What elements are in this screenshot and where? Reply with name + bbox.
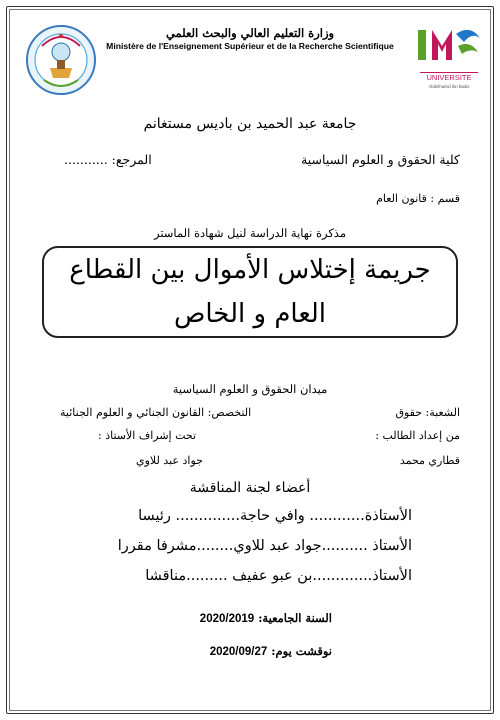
academic-year bbox=[200, 611, 332, 625]
specialty: التخصص: القانون الجنائي و العلوم الجنائية bbox=[60, 406, 252, 419]
academic-year-value: 2020/2019 bbox=[199, 613, 255, 625]
academic-year-label: السنة الجامعية: bbox=[258, 611, 332, 625]
thesis-title bbox=[69, 248, 431, 336]
university-logo-text: UNIVERSITE bbox=[426, 73, 472, 82]
thesis-title-line-2: العام و الخاص bbox=[173, 299, 327, 329]
ministry-french: Ministère de l'Enseignement Supérieur et de la Recherche Scientifique bbox=[106, 41, 394, 51]
supervised-by-label: تحت إشراف الأستاذ : bbox=[98, 429, 197, 442]
branch-specialty-row bbox=[40, 406, 460, 424]
student-name: قطاري محمد bbox=[399, 454, 460, 467]
names-row bbox=[40, 454, 460, 472]
faculty-reference-row bbox=[40, 152, 460, 172]
branch: الشعبة: حقوق bbox=[395, 406, 460, 419]
committee-member-3: الأستاذ.............بن عبو عفيف .........مناقشا bbox=[145, 568, 412, 584]
defense-date bbox=[210, 644, 332, 658]
defense-date-value: 2020/09/27 bbox=[209, 646, 268, 658]
reference-number: المرجع: ........... bbox=[64, 152, 152, 167]
prepared-by-label: من إعداد الطالب : bbox=[375, 429, 460, 442]
faculty-name: كلية الحقوق و العلوم السياسية bbox=[301, 152, 460, 167]
committee-member-2: الأستاذ ..........جواد عبد للاوي........مشرفا مقررا bbox=[117, 538, 412, 554]
ministry-arabic: وزارة التعليم العالي والبحث العلمي bbox=[165, 26, 335, 40]
university-name: جامعة عبد الحميد بن باديس مستغانم bbox=[143, 116, 357, 132]
thesis-title-box bbox=[42, 246, 458, 338]
inner-border bbox=[9, 9, 491, 711]
university-logo-subtext: Abdelhamid Ibn Badis bbox=[428, 84, 470, 89]
memo-type: مذكرة نهاية الدراسة لنيل شهادة الماستر bbox=[153, 226, 347, 240]
department-name: قسم : قانون العام bbox=[376, 192, 460, 205]
prepared-supervised-row bbox=[40, 429, 460, 447]
committee-title: أعضاء لجنة المناقشة bbox=[189, 480, 311, 496]
study-field: ميدان الحقوق و العلوم السياسية bbox=[172, 382, 328, 396]
defense-date-label: نوقشت يوم: bbox=[271, 644, 332, 658]
thesis-title-line-1: جريمة إختلاس الأموال بين القطاع bbox=[69, 255, 431, 285]
supervisor-name: جواد عبد للاوي bbox=[136, 454, 203, 467]
university-logo bbox=[412, 24, 486, 94]
committee-member-1: الأستاذة............ وافي حاجة.............. رئيسا bbox=[138, 508, 412, 524]
faculty-seal-logo bbox=[20, 22, 102, 98]
